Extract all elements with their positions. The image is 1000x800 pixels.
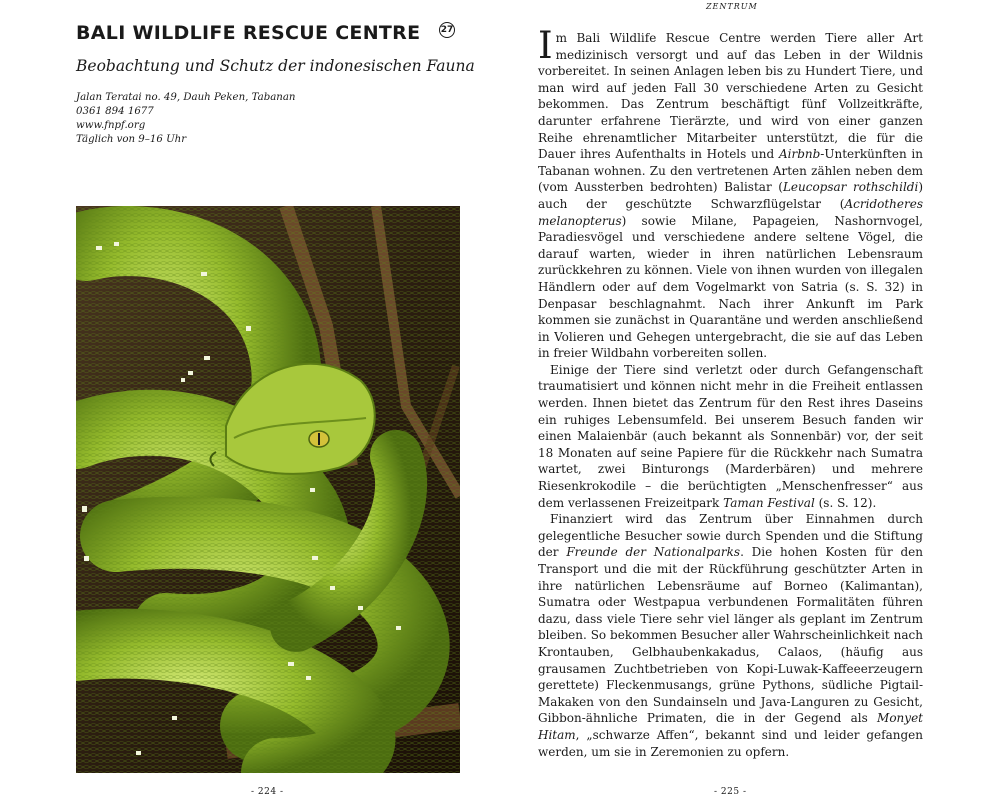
python-illustration	[76, 206, 460, 773]
page-subtitle: Beobachtung und Schutz der indonesischen Fauna	[76, 57, 475, 75]
title-row	[76, 20, 466, 46]
paragraph-1: Im Bali Wildlife Rescue Centre werden Tiere aller Art medizinisch versorgt und auf das Leben in der Wildnis vorbereitet. In seinen Anlagen leben bis zu Hundert Tiere, und man wird auf jeden Fall 30 verschiedene Arten zu Gesicht bekommen. Das Zentrum beschäftigt fünf Vollzeitkräfte, darunter erfahrene Tierärzte, und wird von einer ganzen Reihe ehrenamtlicher Mitarbeiter unterstützt, die für die Dauer ihres Aufenthalts in Hotels und Airbnb-Unterkünften in Tabanan wohnen. Zu den vertretenen Arten zählen neben dem (vom Aussterben bedrohten) Balistar (Leucopsar rothschildi) auch der geschützte Schwarzflügelstar (Acridotheres melanopterus) sowie Milane, Papageien, Nashornvogel, Paradiesvögel und verschiedene andere seltene Vögel, die darauf warten, wieder in ihren natürlichen Lebensraum zurückkehren zu können. Viele von ihnen wurden von illegalen Händlern oder auf dem Vogelmarkt von Satria (s. S. 32) in Denpasar beschlagnahmt. Nach ihrer Ankunft im Park kommen sie zunächst in Quarantäne und werden anschließend in Volieren und Gehegen untergebracht, die sie auf das Leben in freier Wildbahn vorbereiten sollen.	[538, 24, 923, 361]
right-page	[500, 0, 1000, 800]
page-title: BALI WILDLIFE RESCUE CENTRE	[76, 22, 421, 44]
opening-hours: Täglich von 9–16 Uhr	[76, 134, 187, 145]
info-block	[76, 91, 376, 147]
page-number-left: - 224 -	[251, 787, 284, 797]
website: www.fnpf.org	[76, 120, 146, 131]
green-python-photo	[76, 206, 460, 773]
left-page	[0, 0, 490, 800]
paragraph-3: Finanziert wird das Zentrum über Einnahmen durch gelegentliche Besucher sowie durch Spenden und die Stiftung der Freunde der Nationalparks. Die hohen Kosten für den Transport und die mit der Rückführung geschützter Arten in ihre natürlichen Lebensräume auf Borneo (Kalimantan), Sumatra oder Westpapua verbundenen Formalitäten führen dazu, dass viele Tiere sehr viel länger als geplant im Zentrum bleiben. So bekommen Besucher aller Wahrscheinlichkeit nach Krontauben, Gelbhaubenkakadus, Calaos, (häufig aus grausamen Zuchtbetrieben von Kopi-Luwak-Kaffeeerzeugern gerettete) Fleckenmusangs, grüne Pythons, südliche Pigtail-Makaken von den Sundainseln und Java-Languren zu Gesicht, Gibbon-ähnliche Primaten, die in der Gegend als Monyet Hitam, „schwarze Affen“, bekannt sind und leider gefangen werden, um sie in Zeremonien zu opfern.	[538, 512, 923, 759]
running-head: ZENTRUM	[706, 2, 758, 11]
page-number-right: - 225 -	[714, 787, 747, 797]
phone: 0361 894 1677	[76, 106, 154, 117]
paragraph-2: Einige der Tiere sind verletzt oder durch Gefangenschaft traumatisiert und können nicht mehr in die Freiheit entlassen werden. Ihnen bietet das Zentrum für den Rest ihres Daseins ein ruhiges Lebensumfeld. Bei unserem Besuch fanden wir einen Malaienbär (auch bekannt als Sonnenbär) vor, der seit 18 Monaten auf seine Papiere für die Rückkehr nach Sumatra wartet, zwei Binturongs (Marderbären) und mehrere Riesenkrokodile – die berüchtigten „Menschenfresser“ aus dem verlassenen Freizeitpark Taman Festival (s. S. 12).	[538, 362, 923, 510]
body-text	[538, 24, 923, 760]
address: Jalan Teratai no. 49, Dauh Peken, Tabanan	[76, 92, 296, 103]
drop-cap: I	[538, 24, 553, 67]
entry-number-badge: 27	[439, 22, 455, 38]
